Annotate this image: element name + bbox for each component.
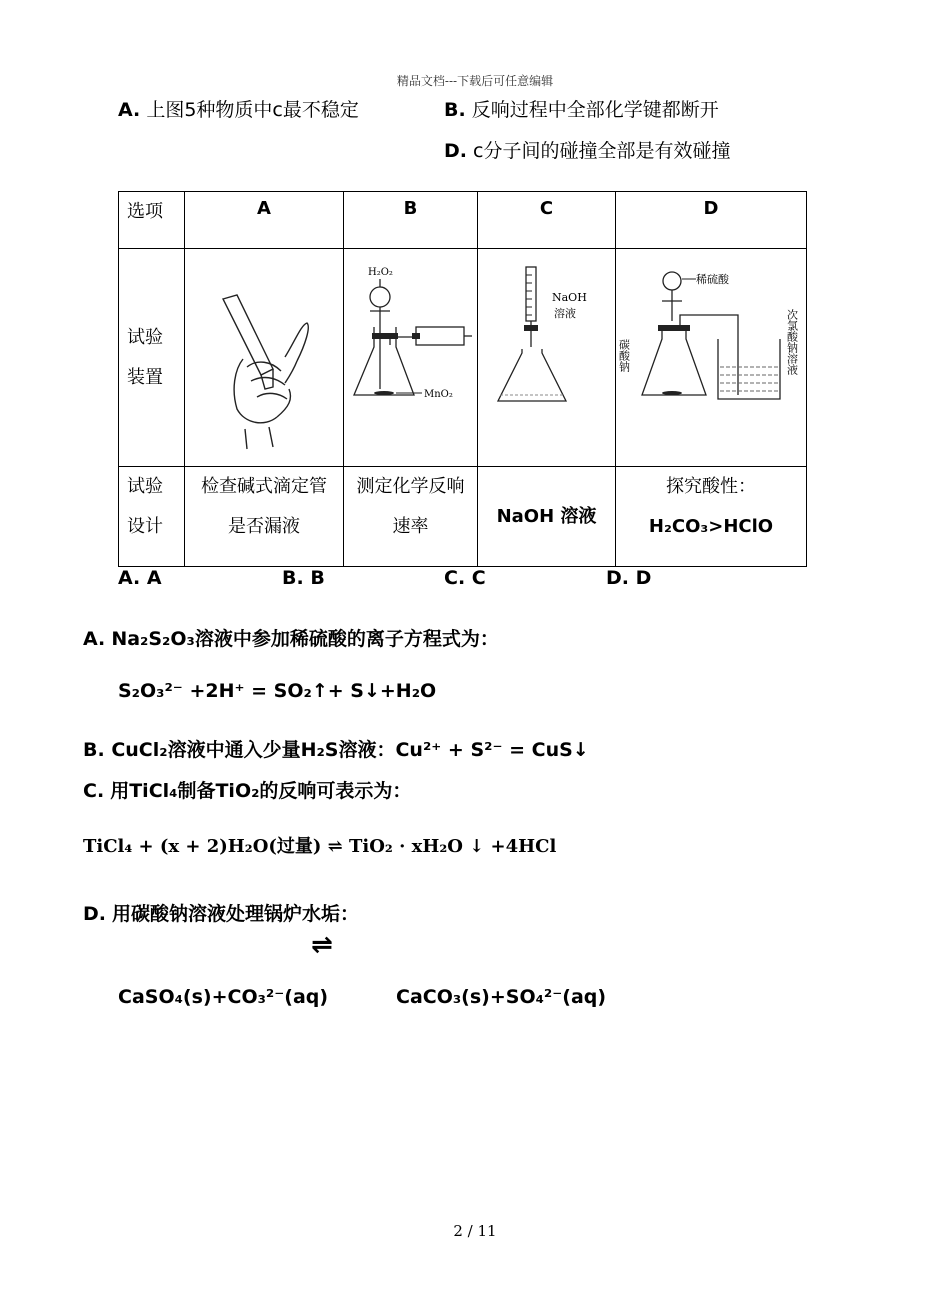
- q2-option-b: B. CuCl₂溶液中通入少量H₂S溶液：Cu²⁺ + S²⁻ = CuS↓: [83, 739, 589, 761]
- design-c: NaOH 溶液: [478, 467, 616, 567]
- header-option-label: 选项: [119, 192, 185, 249]
- apparatus-row: [119, 249, 807, 467]
- design-row-label: 试验 设计: [119, 467, 185, 567]
- page-number: 2 / 11: [453, 1222, 497, 1240]
- mno2-solid: [374, 391, 394, 395]
- q2-option-c: C. 用TiCl₄制备TiO₂的反响可表示为：: [83, 780, 412, 802]
- apparatus-row-label: 试验 装置: [119, 249, 185, 467]
- burette-hand-drawing: [185, 249, 343, 466]
- design-a: 检查碱式滴定管 是否漏液: [185, 467, 344, 567]
- burette-flask-drawing: [478, 249, 615, 466]
- prev-option-d-text: c分子间的碰撞全部是有效碰撞: [473, 140, 731, 162]
- d-stopper: [658, 325, 690, 331]
- label-dilute-sulfuric-acid: 稀硫酸: [696, 273, 729, 286]
- header-col-a: A: [185, 192, 344, 249]
- label-sodium-hypochlorite: 次氯酸钠溶液: [785, 309, 799, 375]
- apparatus-b: [344, 249, 478, 467]
- apparatus-c: [478, 249, 616, 467]
- prev-option-b-text: 反响过程中全部化学键都断开: [471, 99, 719, 121]
- page-header: 精品文档---下载后可任意编辑: [396, 74, 554, 88]
- equilibrium-arrow: ⇌: [311, 930, 333, 960]
- design-row: [119, 467, 807, 567]
- label-h2o2: H₂O₂: [368, 267, 393, 278]
- design-b: 测定化学反响 速率: [344, 467, 478, 567]
- sodium-carbonate-solid: [662, 391, 682, 395]
- acid-comparison-drawing: [616, 249, 806, 466]
- q2-option-a-equation: S₂O₃²⁻ +2H⁺ = SO₂↑+ S↓+H₂O: [118, 680, 437, 702]
- flask-with-syringe-drawing: [344, 249, 477, 466]
- q2-option-d: D. 用碳酸钠溶液处理锅炉水垢：: [83, 903, 360, 925]
- prev-option-b-prefix: B.: [444, 99, 466, 121]
- label-naoh: NaOH: [552, 291, 587, 304]
- experiment-table: [118, 191, 807, 567]
- stopper: [372, 333, 398, 339]
- stopcock: [524, 325, 538, 331]
- prev-option-d-prefix: D.: [444, 140, 467, 162]
- answer-choice-b: B. B: [282, 567, 325, 589]
- q2-option-a: A. Na₂S₂O₃溶液中参加稀硫酸的离子方程式为：: [83, 628, 499, 650]
- prev-option-d: [444, 136, 731, 163]
- table-header-row: [119, 192, 807, 249]
- apparatus-d: [616, 249, 807, 467]
- label-solution: 溶液: [554, 307, 576, 320]
- prev-option-a-text: 上图5种物质中c最不稳定: [146, 99, 359, 121]
- header-col-b: B: [344, 192, 478, 249]
- prev-option-a: [118, 95, 359, 122]
- answer-choice-c: C. C: [444, 567, 486, 589]
- design-d: 探究酸性： H₂CO₃>HClO: [616, 467, 807, 567]
- clamp: [412, 333, 420, 339]
- label-mno2: MnO₂: [424, 389, 453, 400]
- prev-option-a-prefix: A.: [118, 99, 141, 121]
- header-col-c: C: [478, 192, 616, 249]
- apparatus-a: [185, 249, 344, 467]
- q2-option-c-equation: TiCl₄ + (x + 2)H₂O(过量) ⇌ TiO₂ · xH₂O ↓ +4HCl: [83, 836, 557, 857]
- prev-option-b: [444, 95, 719, 122]
- q2-option-d-left: CaSO₄(s)+CO₃²⁻(aq): [118, 986, 329, 1008]
- header-col-d: D: [616, 192, 807, 249]
- q2-option-d-right: CaCO₃(s)+SO₄²⁻(aq): [396, 986, 607, 1008]
- answer-choice-d: D. D: [606, 567, 652, 589]
- answer-choice-a: A. A: [118, 567, 162, 589]
- label-sodium-carbonate: 碳酸钠: [617, 339, 631, 372]
